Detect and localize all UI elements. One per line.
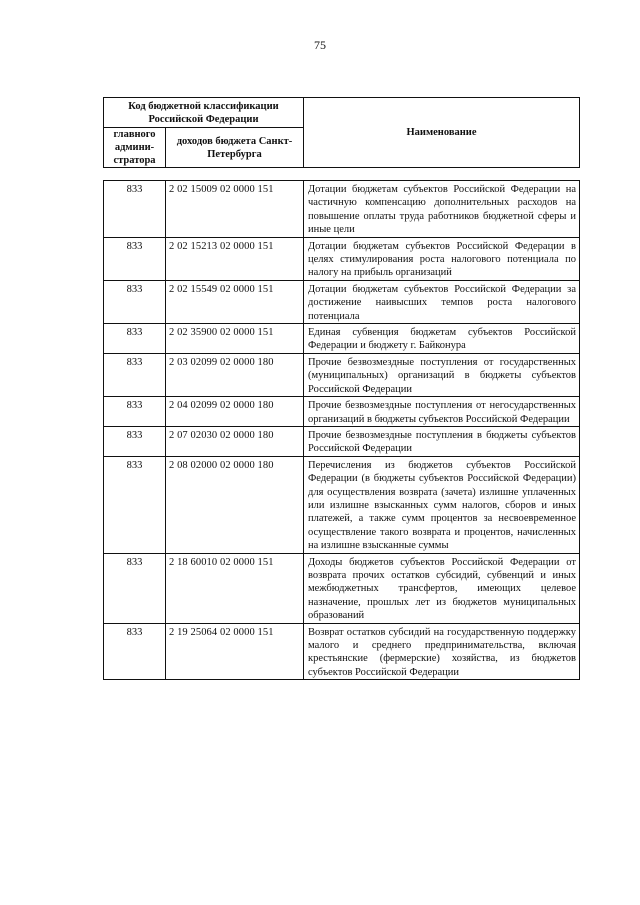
header-name-column: Наименование xyxy=(304,98,580,168)
name-cell: Дотации бюджетам субъектов Российской Федерации за достижение наивысших темпов роста налогового потенциала xyxy=(304,280,580,323)
income-codes-table xyxy=(103,180,580,680)
table-row xyxy=(104,397,580,427)
table-row xyxy=(104,237,580,280)
name-cell: Прочие безвозмездные поступления от негосударственных организаций в бюджеты субъектов Российской Федерации xyxy=(304,397,580,427)
admin-code-cell: 833 xyxy=(104,353,166,396)
admin-code-cell: 833 xyxy=(104,623,166,680)
table-header xyxy=(103,97,580,168)
budget-code-cell: 2 03 02099 02 0000 180 xyxy=(166,353,304,396)
name-cell: Возврат остатков субсидий на государственную поддержку малого и среднего предпринимательства, включая крестьянские (фермерские) хозяйства, из бюджетов субъектов Российской Федерации xyxy=(304,623,580,680)
budget-code-cell: 2 02 15549 02 0000 151 xyxy=(166,280,304,323)
header-classification-title: Код бюджетной классификации Российской Федерации xyxy=(104,98,304,128)
name-cell: Дотации бюджетам субъектов Российской Федерации на частичную компенсацию дополнительных расходов на повышение оплаты труда работников бюджетной сферы и иные цели xyxy=(304,181,580,238)
table-row xyxy=(104,623,580,680)
name-cell: Дотации бюджетам субъектов Российской Федерации в целях стимулирования роста налогового потенциала по налогу на прибыль организаций xyxy=(304,237,580,280)
name-cell: Перечисления из бюджетов субъектов Российской Федерации (в бюджеты субъектов Российской Федерации) для осуществления возврата (зачета) излишне уплаченных или излишне взысканных сумм налогов, сборов и иных платежей, а также сумм процентов за несвоевременное осуществление такого возврата и процентов, начисленных на излишне взысканные суммы xyxy=(304,456,580,553)
header-code-column: доходов бюджета Санкт-Петербурга xyxy=(166,128,304,168)
table-row xyxy=(104,181,580,238)
table-row xyxy=(104,353,580,396)
page-number: 75 xyxy=(314,38,326,52)
budget-code-cell: 2 02 15009 02 0000 151 xyxy=(166,181,304,238)
admin-code-cell: 833 xyxy=(104,237,166,280)
table-row xyxy=(104,324,580,354)
name-cell: Прочие безвозмездные поступления в бюджеты субъектов Российской Федерации xyxy=(304,426,580,456)
name-cell: Единая субвенция бюджетам субъектов Российской Федерации и бюджету г. Байконура xyxy=(304,324,580,354)
name-cell: Прочие безвозмездные поступления от государственных (муниципальных) организаций в бюджеты субъектов Российской Федерации xyxy=(304,353,580,396)
budget-code-cell: 2 18 60010 02 0000 151 xyxy=(166,553,304,623)
budget-code-cell: 2 04 02099 02 0000 180 xyxy=(166,397,304,427)
table-row xyxy=(104,280,580,323)
budget-code-cell: 2 19 25064 02 0000 151 xyxy=(166,623,304,680)
budget-code-cell: 2 02 15213 02 0000 151 xyxy=(166,237,304,280)
admin-code-cell: 833 xyxy=(104,553,166,623)
budget-code-cell: 2 08 02000 02 0000 180 xyxy=(166,456,304,553)
budget-code-cell: 2 07 02030 02 0000 180 xyxy=(166,426,304,456)
admin-code-cell: 833 xyxy=(104,397,166,427)
admin-code-cell: 833 xyxy=(104,324,166,354)
budget-code-cell: 2 02 35900 02 0000 151 xyxy=(166,324,304,354)
table-row xyxy=(104,456,580,553)
table-row xyxy=(104,426,580,456)
table-row xyxy=(104,553,580,623)
header-admin-column: главного админи-стратора xyxy=(104,128,166,168)
admin-code-cell: 833 xyxy=(104,280,166,323)
admin-code-cell: 833 xyxy=(104,456,166,553)
admin-code-cell: 833 xyxy=(104,181,166,238)
admin-code-cell: 833 xyxy=(104,426,166,456)
name-cell: Доходы бюджетов субъектов Российской Федерации от возврата прочих остатков субсидий, субвенций и иных межбюджетных трансфертов, имеющих целевое назначение, прошлых лет из бюджетов муниципальных образований xyxy=(304,553,580,623)
